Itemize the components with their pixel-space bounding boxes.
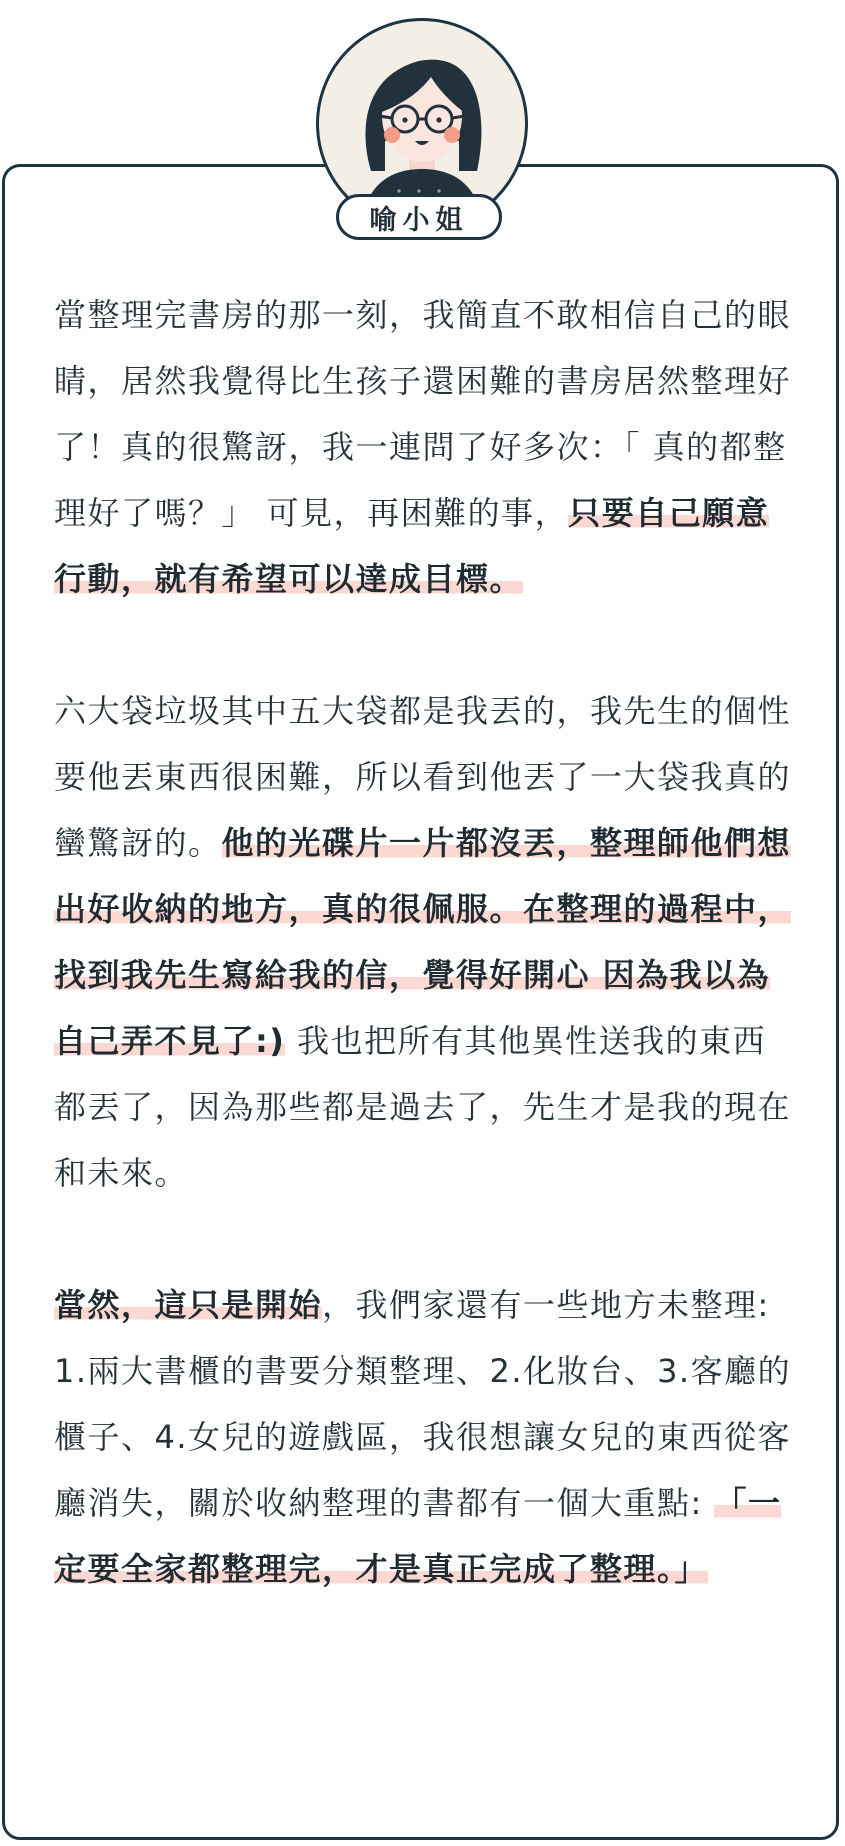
paragraph-text: 六大袋垃圾其中五大袋都是我丟的，我先生的個性要他丟東西很困難，所以看到他丟了一大袋我真的蠻驚訝的。 [54,692,792,862]
highlighted-text: 當然，這只是開始 [54,1286,323,1324]
paragraph-2 [54,678,794,1206]
paragraph-text: ，我們家還有一些地方未整理: 1.兩大書櫃的書要分類整理、2.化妝台、3.客廳的櫃子、4.女兒的遊戲區，我很想讓女兒的東西從客廳消失，關於收納整理的書都有一個大重點: [54,1286,792,1522]
paragraph-1 [54,282,794,612]
paragraph-3 [54,1272,794,1602]
highlighted-text: 「一定要全家都整理完，才是真正完成了整理。」 [54,1484,782,1588]
article-body [54,282,794,1668]
paragraph-text: 當整理完書房的那一刻，我簡直不敢相信自己的眼睛，居然我覺得比生孩子還困難的書房居然整理好了！真的很驚訝，我一連問了好多次：「 真的都整理好了嗎？」 可見，再困難的事， [54,296,792,532]
paragraph-text: 我也把所有其他異性送我的東西都丟了，因為那些都是過去了，先生才是我的現在和未來。 [54,1022,792,1192]
author-name-badge: 喻小姐 [336,194,502,240]
highlighted-text: 只要自己願意行動，就有希望可以達成目標。 [54,494,770,598]
highlighted-text: 他的光碟片一片都沒丟，整理師他們想出好收納的地方，真的很佩服。在整理的過程中，找到我先生寫給我的信，覺得好開心 因為我以為自己弄不見了:) [54,824,792,1060]
